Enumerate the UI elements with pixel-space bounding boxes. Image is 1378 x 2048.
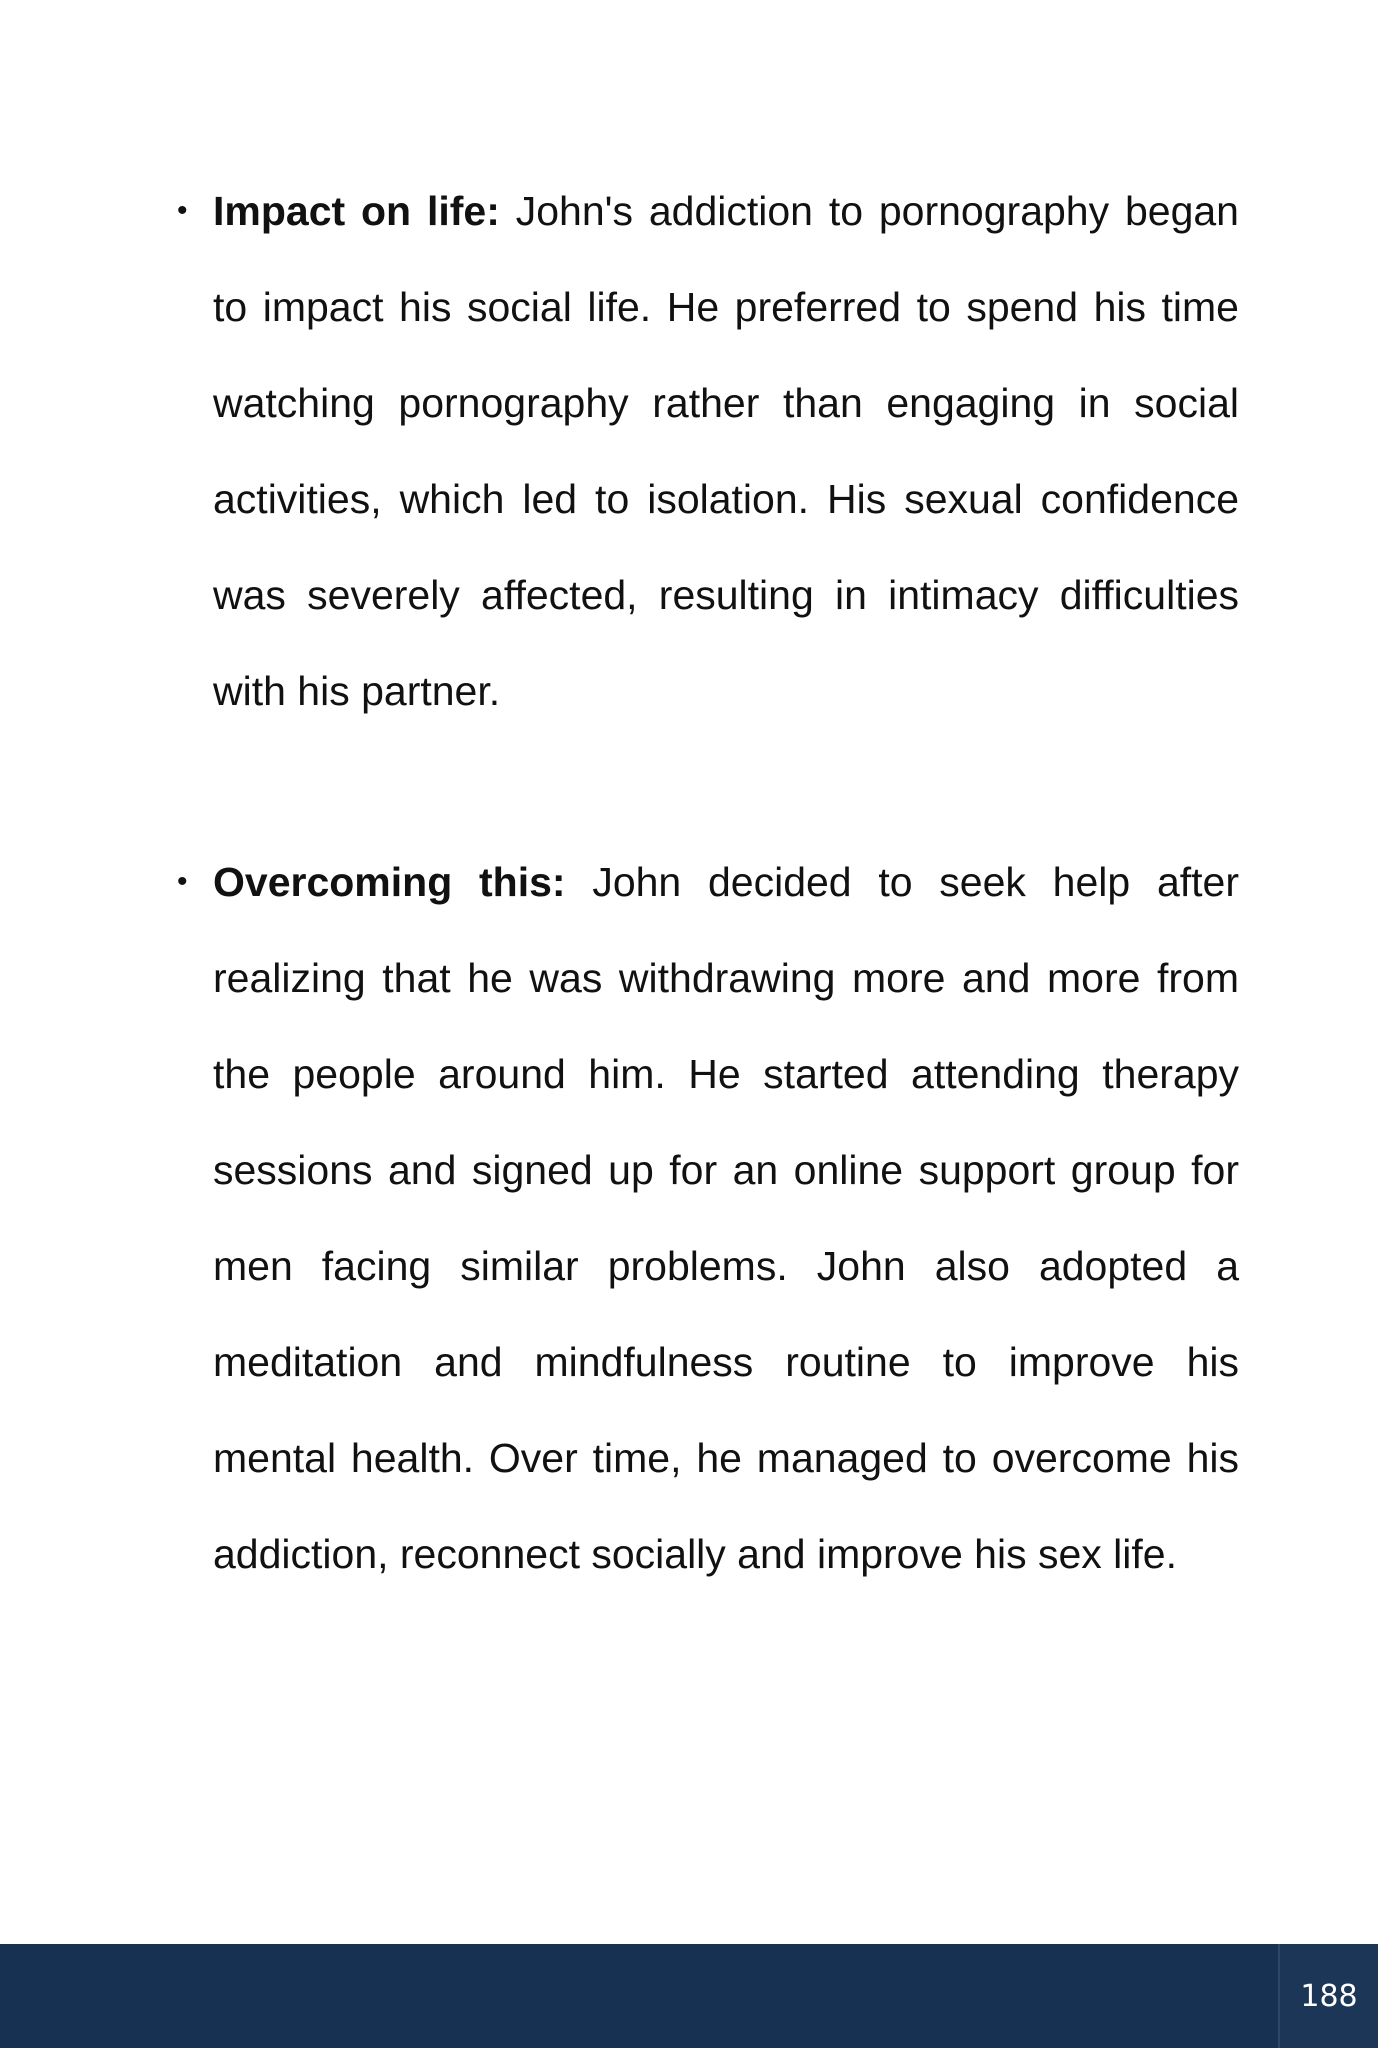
footer-bar [0,1944,1278,2048]
bullet-heading: Overcoming this: [213,859,566,905]
bullet-body-text: John's addiction to pornography began to impact his social life. He preferred to spend his time watching pornography rather than engaging in social activities, which led to isolation. His sexual confidence was severely affected, resulting in intimacy difficulties with his partner. [213,188,1239,714]
bullet-heading: Impact on life: [213,188,500,234]
bullet-dot-icon: • [177,194,188,227]
bullet-dot-icon: • [177,865,188,898]
bullet-item-impact-on-life [177,163,1239,739]
page-number: 188 [1300,1978,1358,2014]
bullet-list [177,163,1239,1602]
bullet-body-text: John decided to seek help after realizing that he was withdrawing more and more from the people around him. He started attending therapy sessions and signed up for an online support group for men facing similar problems. John also adopted a meditation and mindfulness routine to improve his mental health. Over time, he managed to overcome his addiction, reconnect socially and improve his sex life. [213,859,1239,1577]
page-content [177,163,1239,1602]
page-number-box [1280,1944,1378,2048]
page-footer [0,1944,1378,2048]
bullet-item-overcoming-this [177,834,1239,1602]
